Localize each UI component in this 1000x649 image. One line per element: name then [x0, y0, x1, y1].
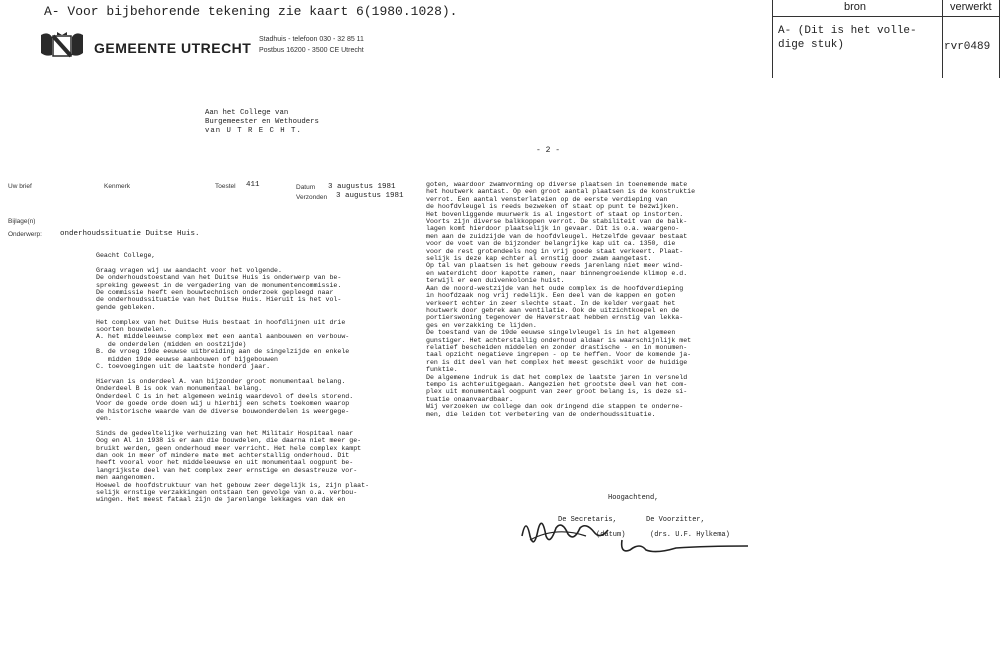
letter-right-line: verkeert echter in zeer slechte staat. In de kelder vergaat het: [426, 299, 676, 307]
letter-left-line: langrijkste deel van het complex zeer ernstige en desastreuze vor-: [96, 466, 358, 474]
letter-left-line: [96, 311, 369, 318]
letter-right-line: tuatie onaanvaardbaar.: [426, 395, 514, 403]
verzonden-value: 3 augustus 1981: [336, 192, 404, 200]
letter-left-line: de historische waarde van de diverse bouwonderdelen is weergege-: [96, 407, 350, 415]
letter-left-line: spreking geweest in de vergadering van de monumentencommissie.: [96, 281, 342, 289]
letter-right-line: funktie.: [426, 366, 458, 374]
letter-right-line: men, die leiden tot verbetering van de onderhoudssituatie.: [426, 410, 656, 418]
secretaris-sub: (datum): [596, 531, 626, 539]
letter-left-line: selijk ernstige verzakkingen ontstaan ten gevolge van o.a. verbou-: [96, 489, 358, 496]
addressee-line: Aan het College van: [205, 109, 289, 117]
letter-right-line: goten, waardoor zwamvorming op diverse plaatsen in toenemende mate: [426, 181, 688, 188]
voorzitter-label: De Voorzitter,: [646, 516, 705, 524]
letter-left-line: Onderdeel B is ook van monumentaal belang.: [96, 385, 263, 393]
letter-right-line: Voorts zijn diverse balkkoppen verrot. De stabiliteit van de balk-: [426, 218, 688, 226]
letter-right-line: De algemene indruk is dat het complex de laatste jaren in versneld: [426, 373, 688, 381]
letter-right-line: verrot. Een aantal vensterlateien op de eerste verdieping van: [426, 195, 668, 203]
letter-left-line: Voor de goede orde doen wij u hierbij een schets toekomen waarop: [96, 400, 350, 408]
letter-left-line: Graag vragen wij uw aandacht voor het volgende.: [96, 266, 282, 274]
letter-left-line: [96, 259, 369, 266]
letter-left-line: de onderhoudssituatie van het Duitse Huis. Hieruit is het vol-: [96, 296, 342, 304]
letter-body-right: [426, 181, 695, 418]
letter-right-line: Het bovenliggende muurwerk is al ingestort of staat op instorten.: [426, 210, 684, 218]
letter-right-line: ren is dit deel van het complex het meest geschikt voor de huidige: [426, 358, 688, 366]
letter-right-line: selijk is deze kap echter al ernstig door zwam aangetast.: [426, 255, 652, 263]
letter-body-left: [96, 252, 369, 504]
letter-right-line: voor de voet van de bijzonder belangrijke kap uit ca. 1350, die: [426, 240, 676, 248]
letter-right-line: terwijl er een duivenkolonie huist.: [426, 277, 565, 285]
address-line-2: Postbus 16200 - 3500 CE Utrecht: [259, 47, 364, 54]
letter-left-line: B. de vroeg 19de eeuwse uitbreiding aan de singelzijde en enkele: [96, 348, 350, 356]
letter-left-line: [96, 371, 369, 378]
kenmerk-label: Kenmerk: [104, 183, 131, 190]
letter-right-line: ges en verzakking te lijden.: [426, 321, 537, 329]
letter-left-line: Onderdeel C is in het algemeen weinig waardevol of deels storend.: [96, 392, 354, 400]
letter-left-line: ven.: [96, 414, 112, 422]
letter-left-line: Oog en Al in 1938 is er aan die bouwdelen, die daarna niet meer ge-: [96, 437, 362, 445]
bron-line-2: dige stuk): [778, 39, 845, 51]
letter-left-line: de onderdelen (midden en oostzijde): [96, 340, 247, 348]
verwerkt-value: rvr0489: [944, 41, 991, 53]
datum-value: 3 augustus 1981: [328, 183, 396, 191]
bron-line-1: A- (Dit is het volle-: [778, 25, 917, 37]
letter-left-line: Hiervan is onderdeel A. van bijzonder groot monumentaal belang.: [96, 377, 346, 385]
onderwerp-label: Onderwerp:: [8, 231, 42, 238]
letter-right-line: taal opzicht negatieve ingrepen - op te heffen. Voor de komende ja-: [426, 351, 692, 359]
letter-left-line: Hoewel de hoofdstruktuur van het gebouw zeer degelijk is, zijn plaat-: [96, 481, 370, 489]
letter-left-line: gende gebleken.: [96, 303, 156, 311]
letter-left-line: dan ook in meer of mindere mate met achterstallig onderhoud. Dit: [96, 451, 350, 459]
letter-left-line: Het complex van het Duitse Huis bestaat in hoofdlijnen uit drie: [96, 318, 346, 326]
letter-right-line: de hoofdvleugel is reeds bezweken of staat op punt te bezwijken.: [426, 203, 680, 211]
page-number: - 2 -: [536, 146, 561, 155]
voorzitter-signature: [616, 528, 756, 558]
letter-right-line: Aan de noord-westzijde van het oude complex is de hoofdverdieping: [426, 284, 684, 292]
col-bron-header: bron: [844, 1, 867, 13]
closing-greeting: Hoogachtend,: [608, 494, 659, 502]
toestel-value: 411: [246, 181, 260, 189]
addressee-line: van U T R E C H T.: [205, 127, 302, 135]
letter-right-line: lagen komt hierdoor plaatselijk in gevaar. Dit is o.a. waargeno-: [426, 225, 680, 233]
letter-right-line: het houtwerk aantast. Op een groot aantal plaatsen is de konstruktie: [426, 188, 696, 196]
letter-left-line: De commissie heeft een bouwtechnisch onderzoek gepleegd naar: [96, 289, 334, 297]
letter-left-line: C. toevoegingen uit de laatste honderd jaar.: [96, 363, 271, 371]
header-note: A- Voor bijbehorende tekening zie kaart 6(1980.1028).: [44, 4, 458, 19]
letter-left-line: wingen. Het meest fataal zijn de jarenlange lekkages van dak en: [96, 496, 346, 504]
org-name: GEMEENTE UTRECHT: [94, 40, 252, 56]
letter-right-line: en waterdicht door kapotte ramen, naar binnengroeiende klimop e.d.: [426, 269, 688, 277]
datum-label: Datum: [296, 184, 316, 191]
letter-left-line: Geacht College,: [96, 252, 156, 259]
letter-right-line: in hoofdzaak nog vrij redelijk. Een deel van de kappen en goten: [426, 292, 676, 300]
letter-right-line: houtwerk door gebrek aan ventilatie. Ook de uitzichtkoepel en de: [426, 306, 680, 314]
addressee-line: Burgemeester en Wethouders: [205, 118, 319, 126]
letter-left-line: De onderhoudstoestand van het Duitse Huis is onderwerp van be-: [96, 274, 342, 282]
address-line-1: Stadhuis - telefoon 030 - 32 85 11: [259, 36, 364, 43]
letter-right-line: portierswoning tegenover de Haverstraat hebben ernstig van lekka-: [426, 314, 684, 322]
letter-left-line: bruikt werden, geen onderhoud meer verricht. Het hele complex kampt: [96, 444, 362, 452]
letter-right-line: tempo is achteruitgegaan. Aangezien het grootste deel van het com-: [426, 380, 688, 388]
crest-icon: [38, 31, 86, 61]
letter-left-line: [96, 422, 369, 429]
letter-right-line: men aan de zuidzijde van de hoofdvleugel. Hetzelfde gevaar bestaat: [426, 232, 688, 240]
letter-right-line: voor de rest grotendeels nog in vrij goede staat verkeert. Plaat-: [426, 247, 684, 255]
uw-brief-label: Uw brief: [8, 183, 32, 190]
letter-left-line: soorten bouwdelen.: [96, 326, 168, 334]
col-verwerkt-header: verwerkt: [950, 1, 992, 13]
secretaris-label: De Secretaris,: [558, 516, 617, 524]
letter-left-line: midden 19de eeuwse aanbouwen of bijgebouwen: [96, 355, 279, 363]
letter-right-line: Op tal van plaatsen is het gebouw reeds jarenlang niet meer wind-: [426, 262, 684, 270]
source-table: [772, 0, 1000, 78]
letter-right-line: gunstiger. Het achterstallig onderhoud aldaar is waarschijnlijk met: [426, 336, 692, 344]
letter-right-line: Wij verzoeken uw college dan ook dringend die stappen te onderne-: [426, 403, 684, 411]
letter-right-line: relatief bescheiden middelen en zonder drastische - en in monumen-: [426, 343, 688, 351]
letter-left-line: Sinds de gedeeltelijke verhuizing van het Militair Hospitaal naar: [96, 429, 354, 437]
letter-left-line: A. het middeleeuwse complex met een aantal aanbouwen en verbouw-: [96, 333, 350, 341]
bijlage-label: Bijlage(n): [8, 218, 36, 225]
voorzitter-name: (drs. U.F. Hylkema): [650, 531, 730, 539]
addressee-block: [205, 109, 319, 136]
letter-left-line: men aangenomen.: [96, 474, 156, 482]
letter-right-line: plex uit monumentaal oogpunt van zeer groot belang is, is deze si-: [426, 388, 688, 396]
verzonden-label: Verzonden: [296, 194, 328, 201]
letter-left-line: heeft vooral voor het middeleeuwse en uit monumentaal oogpunt be-: [96, 459, 354, 467]
letter-right-line: De toestand van de 19de eeuwse singelvleugel is in het algemeen: [426, 329, 676, 337]
onderwerp-value: onderhoudssituatie Duitse Huis.: [60, 230, 200, 238]
toestel-label: Toestel: [215, 183, 236, 190]
org-address: [259, 34, 364, 56]
